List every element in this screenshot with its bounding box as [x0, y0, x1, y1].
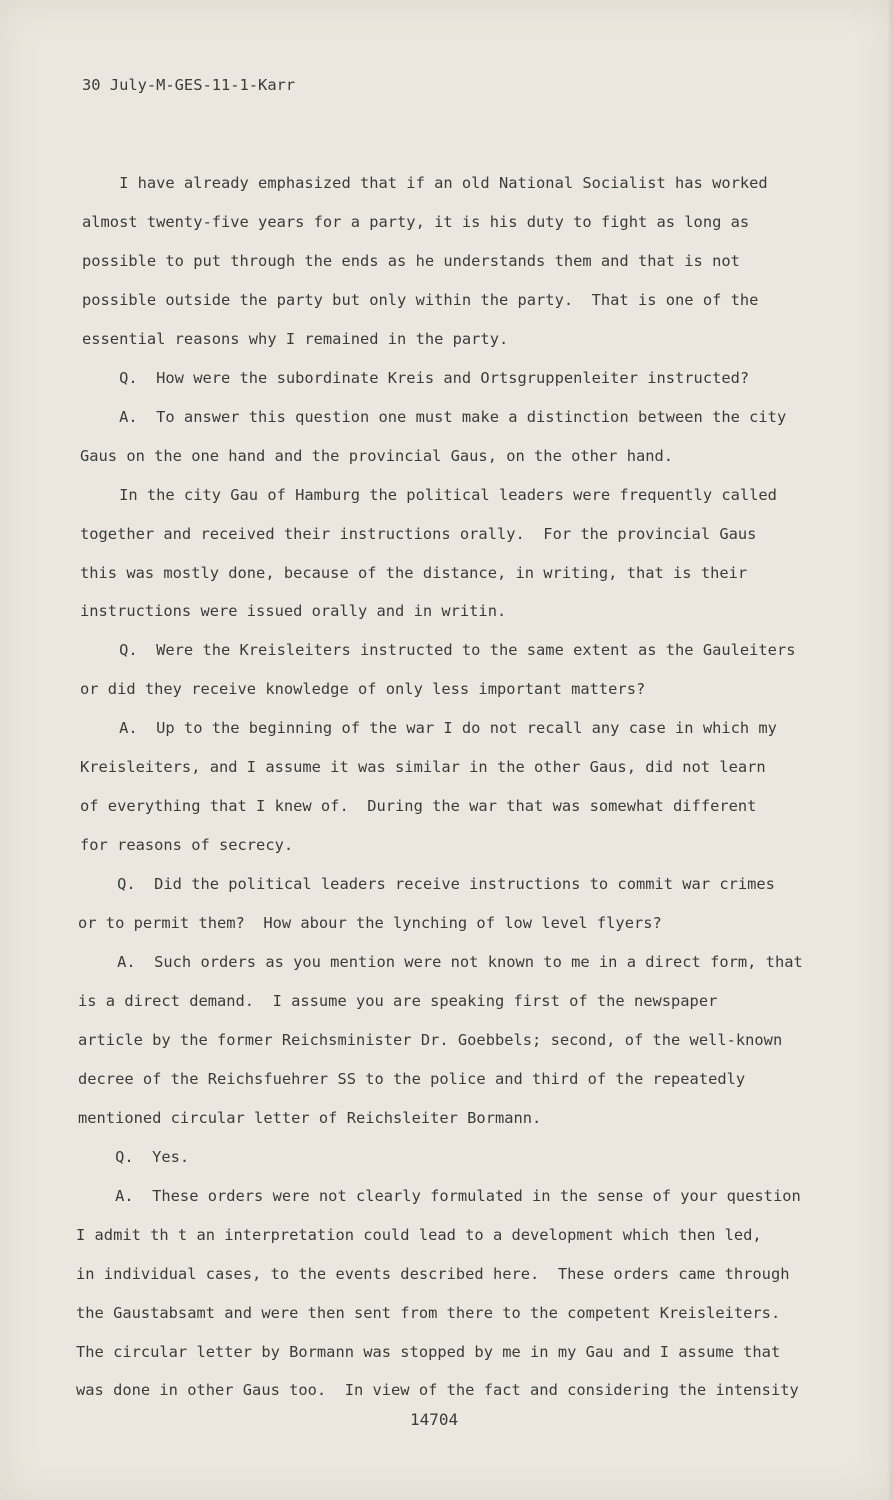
text-line: was done in other Gaus too. In view of the fact and considering the intensity — [76, 1381, 799, 1399]
document-header: 30 July-M-GES-11-1-Karr — [82, 76, 296, 94]
text-line: decree of the Reichsfuehrer SS to the police and third of the repeatedly — [78, 1070, 746, 1088]
text-line: possible to put through the ends as he understands them and that is not — [82, 252, 740, 270]
text-line: for reasons of secrecy. — [80, 836, 294, 854]
text-line: Q. Did the political leaders receive instructions to commit war crimes — [80, 875, 775, 893]
text-line: Q. Yes. — [78, 1148, 190, 1166]
text-line: Kreisleiters, and I assume it was similar in the other Gaus, did not learn — [80, 758, 766, 776]
text-line: of everything that I knew of. During the war that was somewhat different — [80, 797, 757, 815]
text-line: or did they receive knowledge of only less important matters? — [80, 680, 646, 698]
page-number: 14704 — [410, 1410, 459, 1429]
text-line: A. Up to the beginning of the war I do not recall any case in which my — [82, 719, 777, 737]
text-line: almost twenty-five years for a party, it is his duty to fight as long as — [82, 213, 750, 231]
text-line: possible outside the party but only within the party. That is one of the — [82, 291, 759, 309]
text-line: A. To answer this question one must make a distinction between the city — [82, 408, 787, 426]
text-line: Gaus on the one hand and the provincial Gaus, on the other hand. — [80, 447, 674, 465]
text-line: I have already emphasized that if an old National Socialist has worked — [82, 174, 768, 192]
text-line: or to permit them? How abour the lynching of low level flyers? — [78, 914, 662, 932]
text-line: together and received their instructions orally. For the provincial Gaus — [80, 525, 757, 543]
text-line: Q. How were the subordinate Kreis and Ortsgruppenleiter instructed? — [82, 369, 750, 387]
text-line: mentioned circular letter of Reichsleiter Bormann. — [78, 1109, 542, 1127]
text-line: In the city Gau of Hamburg the political leaders were frequently called — [82, 486, 777, 504]
paper-edge-shading — [887, 0, 893, 1500]
text-line: The circular letter by Bormann was stopped by me in my Gau and I assume that — [76, 1343, 781, 1361]
text-line: essential reasons why I remained in the party. — [82, 330, 509, 348]
text-line: I admit th t an interpretation could lead to a development which then led, — [76, 1226, 762, 1244]
text-line: in individual cases, to the events described here. These orders came through — [76, 1265, 790, 1283]
text-line: Q. Were the Kreisleiters instructed to the same extent as the Gauleiters — [82, 641, 796, 659]
text-line: A. Such orders as you mention were not known to me in a direct form, that — [80, 953, 803, 971]
text-line: A. These orders were not clearly formulated in the sense of your question — [78, 1187, 801, 1205]
text-line: instructions were issued orally and in writin. — [80, 602, 507, 620]
text-line: this was mostly done, because of the distance, in writing, that is their — [80, 564, 748, 582]
text-line: is a direct demand. I assume you are speaking first of the newspaper — [78, 992, 718, 1010]
text-line: the Gaustabsamt and were then sent from there to the competent Kreisleiters. — [76, 1304, 781, 1322]
text-line: article by the former Reichsminister Dr. Goebbels; second, of the well-known — [78, 1031, 783, 1049]
